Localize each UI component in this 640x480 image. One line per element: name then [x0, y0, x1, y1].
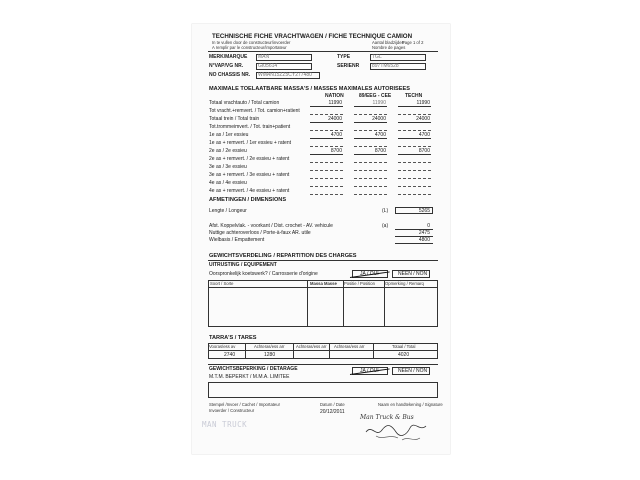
limit-no-option: NEEN / NON [398, 368, 428, 374]
technical-sheet-page [192, 24, 450, 454]
tare-value-total: 4020 [398, 352, 410, 358]
mass-value-techn: 4700 [418, 132, 430, 138]
mass-value-eec: 24000 [372, 116, 386, 122]
chassis-label: NO CHASSIS NR. [209, 72, 251, 78]
limit-notes-box [208, 382, 438, 398]
dimensions-section-title: AFMETINGEN / DIMENSIONS [209, 197, 287, 203]
masses-section-title: MAXIMALE TOELAATBARE MASSA'S / MASSES MAXIMALES AUTORISEES [209, 86, 410, 92]
mass-value-techn: 24000 [416, 116, 430, 122]
tare-value-front: 2740 [224, 352, 236, 358]
length-label: Lengte / Longeur [209, 208, 247, 214]
tare-col-front: Vooras/ess av [209, 344, 236, 349]
original-body-label: Oorspronkelijk koetswerk? / Carrosserie d'origine [209, 271, 318, 277]
mass-row-label: 2e as / 2e essieu [209, 148, 247, 154]
distance-value: 0 [427, 223, 430, 229]
pages-label-nl: Aantal bladzijden [372, 40, 404, 45]
distribution-section-title: GEWICHTSVERDELING / REPARTITION DES CHARGES [209, 253, 357, 259]
mass-value-nation: 11990 [328, 100, 342, 106]
mass-value-nation: 8700 [330, 148, 342, 154]
yes-option: JA / OUI [360, 271, 379, 277]
brand-value: MAN [258, 54, 270, 60]
type-label: TYPE [337, 54, 351, 60]
tare-col-rear2: Achteras/ess arr [296, 344, 327, 349]
tare-col-rear3: Achteras/ess arr [334, 344, 365, 349]
masses-col-nation: NATION [325, 93, 344, 99]
wheelbase-underline [395, 243, 433, 244]
mass-value-techn: 11990 [416, 100, 430, 106]
stamp-text: MAN TRUCK [202, 420, 248, 429]
signature-label: Naam en handtekening / Signature [378, 402, 443, 407]
mass-value-nation: 4700 [330, 132, 342, 138]
equipment-subtitle: UITRUSTING / EQUIPEMENT [209, 262, 277, 268]
equipment-col-kind: Soort / Sorte [210, 281, 234, 286]
limit-section-title: GEWICHTSBEPERKING / DETARAGE [209, 366, 298, 372]
stamp-label: Stempel /Invoer / Cachet / Importateur [209, 402, 280, 407]
mass-row-label: Tot vracht.+remvert. / Tot. camion+ratient [209, 108, 300, 114]
mass-row-label: Totaal trein / Total train [209, 116, 260, 122]
length-value: 5265 [418, 208, 430, 214]
header-divider [208, 51, 438, 52]
mass-row-label: Totaal vrachtauto / Total camion [209, 100, 280, 106]
tares-section-title: TARRA'S / TARES [209, 335, 257, 341]
series-value: 897TM6528 [372, 63, 399, 69]
payload-label: Nuttige achteroverloos / Porte-à-faux AR. utile [209, 230, 311, 236]
no-option: NEEN / NON [398, 271, 428, 277]
mass-value-techn: 8700 [418, 148, 430, 154]
mass-row-label: 1e as + remvert. / 1er essieu + ratent [209, 140, 291, 146]
vapvg-value: GI05614 [258, 63, 278, 69]
fill-note-nl: In te vullen door de constructeur/invoerder [212, 40, 291, 45]
importer-label: Invoerder / Constructeur [209, 408, 255, 413]
page-indicator: Page 1 of 2 [402, 40, 424, 45]
brand-label: MERK/MARQUE [209, 54, 248, 60]
mass-value-eec: 8700 [374, 148, 386, 154]
mass-row-label: 2e as + remvert. / 2e essieu + ratent [209, 156, 290, 162]
mass-row-label: 4e as + remvert. / 4e essieu + ratent [209, 188, 290, 194]
payload-value: 2475 [418, 230, 430, 236]
date-value: 20/12/2011 [320, 409, 345, 415]
mass-row-label: 4e as / 4e essieu [209, 180, 247, 186]
masses-col-techn: TECHN [405, 93, 423, 99]
signer-name: Man Truck & Bus [360, 414, 414, 421]
fill-note-fr: A remplir par le constructeur/importateur [212, 45, 287, 50]
length-code: (L) [382, 208, 389, 214]
mass-row-label: Tot.trommeimvert. / Tot. train+patient [209, 124, 291, 130]
limit-subtitle: M.T.M. BEPERKT / M.M.A. LIMITEE [209, 374, 290, 380]
equipment-col-mass: Massa Masse [310, 281, 337, 286]
mass-row-label: 1e as / 1er essieu [209, 132, 249, 138]
pages-label-fr: Nombre de pages [372, 45, 406, 50]
equipment-col-remark: Opmerking / Remarq [385, 281, 424, 286]
date-label: Datum / Date [320, 402, 345, 407]
mass-value-eec: 11990 [372, 100, 386, 106]
masses-col-eec: 89/EEG - CEE [359, 93, 392, 99]
wheelbase-label: Wielbasis / Empattement [209, 237, 265, 243]
chassis-value: WMAN15ZZ5CY277480 [258, 72, 312, 78]
vapvg-label: N°VAP/VG NR. [209, 63, 244, 69]
wheelbase-value: 4800 [418, 237, 430, 243]
handwritten-signature [362, 420, 432, 444]
tare-col-total: Totaal / Total [392, 344, 416, 349]
limit-yes-option: JA / OUI [360, 368, 379, 374]
equipment-col-position: Positie / Position [344, 281, 375, 286]
mass-row-label: 3e as / 3e essieu [209, 164, 247, 170]
tare-value-rear1: 1280 [264, 352, 276, 358]
document-title: TECHNISCHE FICHE VRACHTWAGEN / FICHE TECHNIQUE CAMION [212, 33, 413, 40]
distance-code: (a) [382, 223, 389, 229]
distance-label: Afst. Koppelvlak. - voorkant / Dist. crochet - AV. vehicule [209, 223, 333, 229]
mass-row-label: 3e as + remvert. / 3e essieu + ratent [209, 172, 290, 178]
equipment-table [208, 280, 438, 327]
mass-value-eec: 4700 [374, 132, 386, 138]
type-value: TGL [372, 54, 382, 60]
tare-col-rear1: Achteras/ess arr [254, 344, 285, 349]
mass-value-nation: 24000 [328, 116, 342, 122]
limit-divider [208, 364, 438, 365]
company-stamp-faded [202, 420, 247, 429]
distribution-divider [208, 260, 438, 261]
series-label: SERIENR [337, 63, 360, 69]
